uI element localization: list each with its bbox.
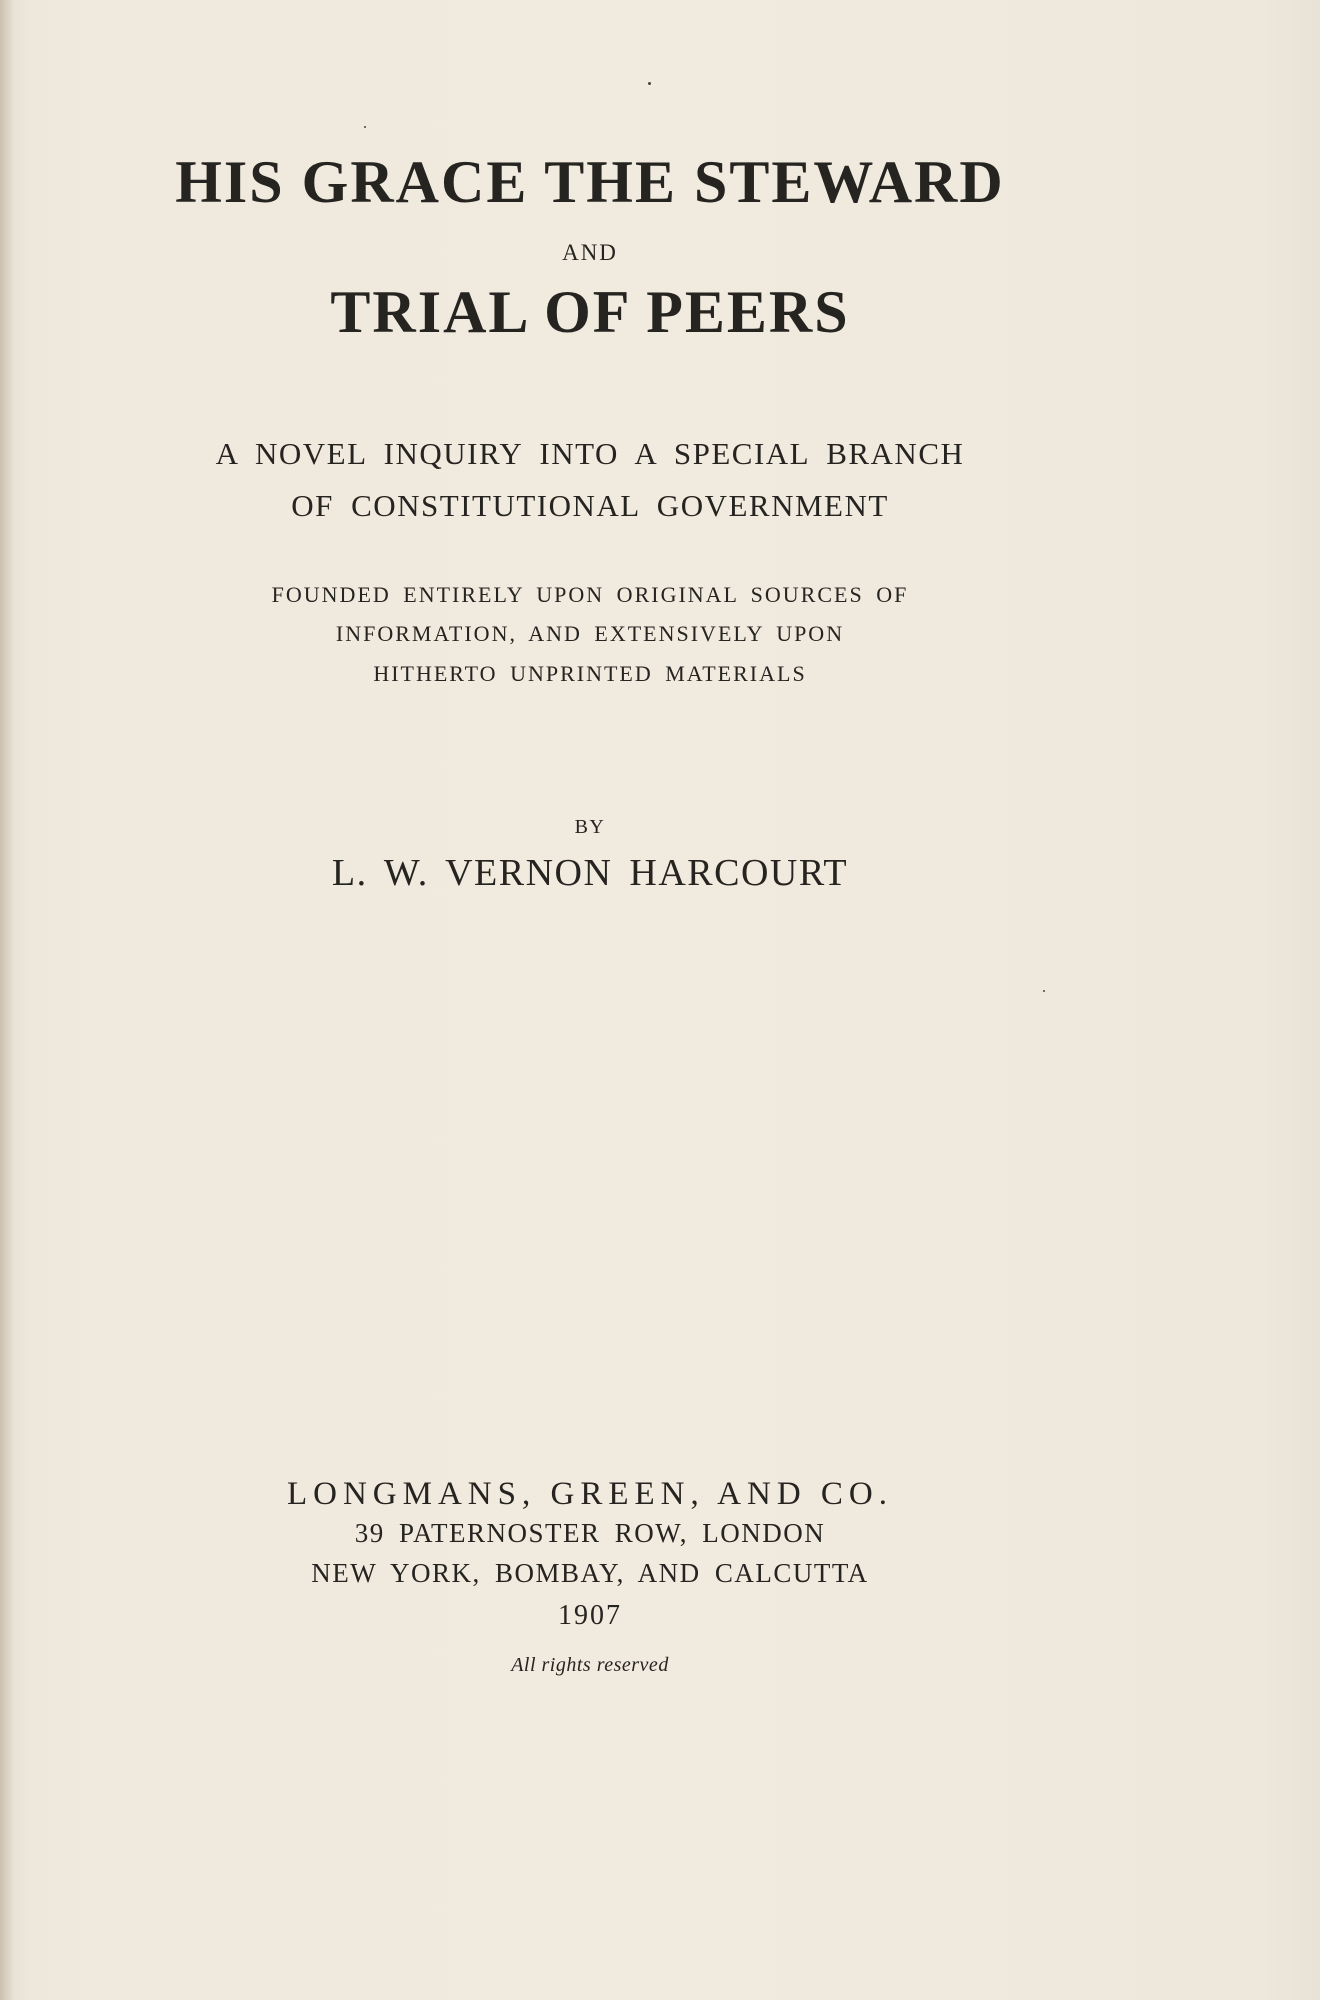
description-line-1: FOUNDED ENTIRELY UPON ORIGINAL SOURCES OF xyxy=(271,582,909,607)
subtitle-line-1: A NOVEL INQUIRY INTO A SPECIAL BRANCH xyxy=(215,436,965,471)
title-conjunction: AND xyxy=(562,240,618,265)
by-label: BY xyxy=(574,816,606,838)
ink-speck xyxy=(648,82,651,85)
publisher-cities: NEW YORK, BOMBAY, AND CALCUTTA xyxy=(311,1558,869,1588)
subtitle-line-2: OF CONSTITUTIONAL GOVERNMENT xyxy=(291,488,889,523)
rights-notice: All rights reserved xyxy=(511,1654,669,1676)
book-title-line-2: TRIAL OF PEERS xyxy=(330,279,850,345)
description-line-2: INFORMATION, AND EXTENSIVELY UPON xyxy=(335,621,845,646)
book-title-line-1: HIS GRACE THE STEWARD xyxy=(175,149,1005,215)
ink-speck xyxy=(364,126,366,128)
publisher-name: LONGMANS, GREEN, AND CO. xyxy=(286,1476,894,1512)
description-line-3: HITHERTO UNPRINTED MATERIALS xyxy=(373,661,807,686)
author-name: L. W. VERNON HARCOURT xyxy=(331,852,849,894)
publisher-address: 39 PATERNOSTER ROW, LONDON xyxy=(354,1518,826,1548)
publication-year: 1907 xyxy=(558,1600,622,1631)
ink-speck xyxy=(1043,990,1045,992)
